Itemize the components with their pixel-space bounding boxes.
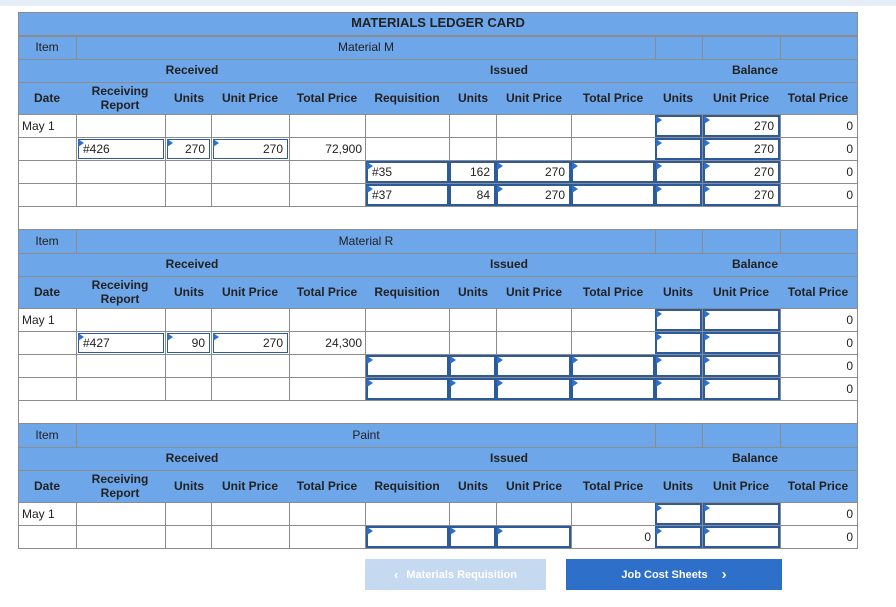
col-received-unit-price: Unit Price <box>221 479 279 493</box>
col-issued-units: Units <box>458 479 488 493</box>
balance-total-price: 0 <box>846 507 853 521</box>
opening-date: May 1 <box>22 119 55 133</box>
col-receiving-report-2: Report <box>100 486 140 500</box>
top-strip <box>0 0 896 6</box>
col-requisition: Requisition <box>374 479 440 493</box>
col-receiving-report-2: Report <box>100 292 140 306</box>
issued-label: Issued <box>489 451 529 465</box>
opening-date: May 1 <box>22 507 55 521</box>
issued-units-input[interactable]: 162 <box>449 161 496 183</box>
col-balance-units: Units <box>663 285 693 299</box>
col-received-total-price: Total Price <box>296 285 358 299</box>
col-issued-total-price: Total Price <box>582 91 644 105</box>
col-issued-unit-price: Unit Price <box>505 91 563 105</box>
item-name: Material R <box>338 234 394 248</box>
issued-unit-price-input[interactable]: 270 <box>496 184 571 206</box>
balance-units-input[interactable] <box>655 378 702 400</box>
received-label: Received <box>165 451 219 465</box>
balance-total-price: 0 <box>846 313 853 327</box>
balance-units-input[interactable] <box>655 332 702 354</box>
balance-total-price: 0 <box>846 530 853 544</box>
balance-units-input[interactable] <box>655 503 702 525</box>
col-balance-units: Units <box>663 91 693 105</box>
requisition-input[interactable] <box>366 526 449 548</box>
item-row <box>18 36 858 60</box>
chevron-left-icon: ‹ <box>394 567 399 582</box>
col-issued-unit-price: Unit Price <box>505 285 563 299</box>
item-label: Item <box>35 40 59 54</box>
balance-unit-price-input[interactable] <box>703 378 780 400</box>
balance-label: Balance <box>731 451 779 465</box>
received-label: Received <box>165 63 219 77</box>
balance-unit-price-input[interactable] <box>703 332 780 354</box>
col-requisition: Requisition <box>374 91 440 105</box>
issued-total-price: 0 <box>644 530 651 544</box>
issued-total-price-input[interactable] <box>571 378 655 400</box>
issued-unit-price-input[interactable]: 270 <box>496 161 571 183</box>
received-total-price: 24,300 <box>325 336 362 350</box>
issued-total-price-input[interactable] <box>571 355 655 377</box>
col-issued-units: Units <box>458 91 488 105</box>
balance-units-input[interactable] <box>655 526 702 548</box>
col-date: Date <box>33 285 61 299</box>
col-date: Date <box>33 91 61 105</box>
requisition-input[interactable] <box>366 355 449 377</box>
col-balance-total-price: Total Price <box>787 91 849 105</box>
col-balance-unit-price: Unit Price <box>712 285 770 299</box>
item-name: Material M <box>337 40 395 54</box>
materials-requisition-button[interactable] <box>365 559 546 590</box>
received-total-price: 72,900 <box>325 142 362 156</box>
col-balance-units: Units <box>663 479 693 493</box>
col-receiving-report-1: Receiving <box>91 472 149 486</box>
balance-total-price: 0 <box>846 165 853 179</box>
issued-unit-price-input[interactable] <box>496 526 571 548</box>
balance-total-price: 0 <box>846 142 853 156</box>
item-row <box>18 423 858 448</box>
received-unit-price-input[interactable]: 270 <box>213 333 288 353</box>
balance-total-price: 0 <box>846 119 853 133</box>
balance-units-input[interactable] <box>655 184 702 206</box>
balance-units-input[interactable] <box>655 115 702 137</box>
item-label: Item <box>35 428 59 442</box>
col-date: Date <box>33 479 61 493</box>
issued-units-input[interactable] <box>449 378 496 400</box>
issued-unit-price-input[interactable] <box>496 355 571 377</box>
job-cost-sheets-button[interactable] <box>566 559 782 590</box>
balance-total-price: 0 <box>846 336 853 350</box>
issued-units-input[interactable] <box>449 526 496 548</box>
col-issued-total-price: Total Price <box>582 479 644 493</box>
col-received-unit-price: Unit Price <box>221 91 279 105</box>
materials-requisition-label: Materials Requisition <box>406 568 517 581</box>
col-issued-total-price: Total Price <box>582 285 644 299</box>
balance-units-input[interactable] <box>655 309 702 331</box>
col-received-units: Units <box>174 91 204 105</box>
item-name: Paint <box>352 428 380 442</box>
balance-unit-price-input[interactable]: 270 <box>703 115 780 137</box>
balance-label: Balance <box>731 257 779 271</box>
col-requisition: Requisition <box>374 285 440 299</box>
chevron-right-icon: › <box>721 566 727 583</box>
balance-units-input[interactable] <box>655 355 702 377</box>
job-cost-sheets-label: Job Cost Sheets <box>621 568 708 581</box>
balance-total-price: 0 <box>846 188 853 202</box>
received-units-input[interactable]: 270 <box>167 139 210 159</box>
col-receiving-report-1: Receiving <box>91 84 149 98</box>
balance-unit-price-input[interactable] <box>703 526 780 548</box>
col-received-units: Units <box>174 479 204 493</box>
balance-unit-price-input[interactable] <box>703 355 780 377</box>
received-units-input[interactable]: 90 <box>167 333 210 353</box>
col-received-total-price: Total Price <box>296 479 358 493</box>
col-received-total-price: Total Price <box>296 91 358 105</box>
issued-total-price-input[interactable] <box>571 184 655 206</box>
requisition-input[interactable] <box>366 378 449 400</box>
received-unit-price-input[interactable]: 270 <box>213 139 288 159</box>
issued-unit-price-input[interactable] <box>496 378 571 400</box>
received-label: Received <box>165 257 219 271</box>
balance-unit-price-input[interactable] <box>703 309 780 331</box>
balance-label: Balance <box>731 63 779 77</box>
col-balance-unit-price: Unit Price <box>712 479 770 493</box>
receiving-report-input[interactable]: #426 <box>78 139 164 159</box>
ledger-title: MATERIALS LEDGER CARD <box>351 15 525 30</box>
receiving-report-input[interactable]: #427 <box>78 333 164 353</box>
requisition-input[interactable]: #37 <box>366 184 449 206</box>
balance-units-input[interactable] <box>655 138 702 160</box>
col-receiving-report-1: Receiving <box>91 278 149 292</box>
issued-units-input[interactable]: 84 <box>449 184 496 206</box>
balance-unit-price-input[interactable] <box>703 503 780 525</box>
balance-units-input[interactable] <box>655 161 702 183</box>
issued-total-price-input[interactable] <box>571 161 655 183</box>
col-balance-unit-price: Unit Price <box>712 91 770 105</box>
issued-label: Issued <box>489 257 529 271</box>
col-issued-unit-price: Unit Price <box>505 479 563 493</box>
col-receiving-report-2: Report <box>100 98 140 112</box>
balance-total-price: 0 <box>846 359 853 373</box>
item-row <box>18 229 858 254</box>
balance-unit-price-input[interactable]: 270 <box>703 184 780 206</box>
requisition-input[interactable]: #35 <box>366 161 449 183</box>
balance-unit-price-input[interactable]: 270 <box>703 138 780 160</box>
col-balance-total-price: Total Price <box>787 479 849 493</box>
issued-units-input[interactable] <box>449 355 496 377</box>
col-received-units: Units <box>174 285 204 299</box>
balance-unit-price-input[interactable]: 270 <box>703 161 780 183</box>
col-issued-units: Units <box>458 285 488 299</box>
balance-total-price: 0 <box>846 382 853 396</box>
issued-label: Issued <box>489 63 529 77</box>
col-balance-total-price: Total Price <box>787 285 849 299</box>
col-received-unit-price: Unit Price <box>221 285 279 299</box>
opening-date: May 1 <box>22 313 55 327</box>
item-label: Item <box>35 234 59 248</box>
